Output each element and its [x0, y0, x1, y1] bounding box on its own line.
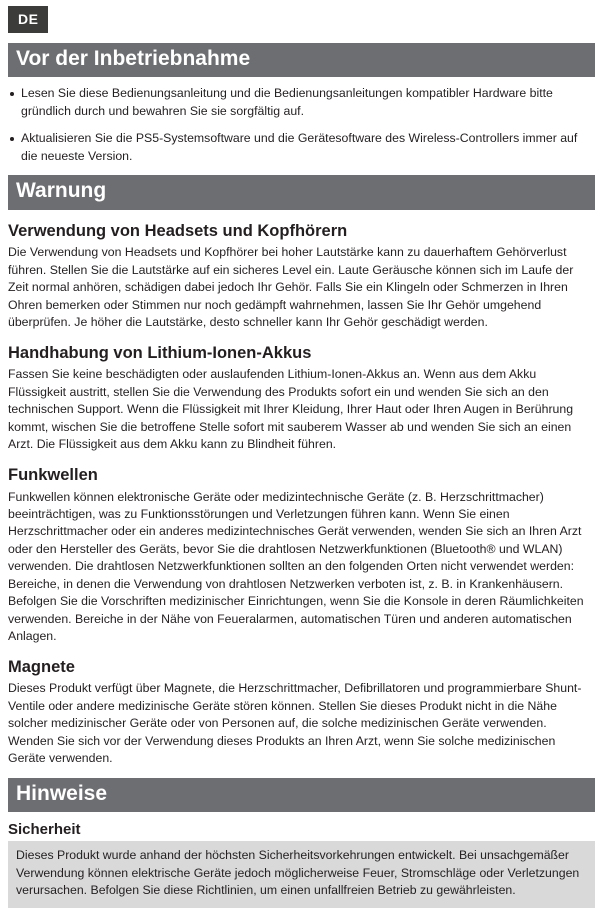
topic-text-magnets: Dieses Produkt verfügt über Magnete, die Herzschrittmacher, Defibrillatoren und programmierbare Shunt-Ventile oder andere medizinische Geräte stören können. Stellen Sie dieses Produkt nicht in die Nähe solcher medizinischer Geräte oder von Personen auf, die solche medizinischen Geräte verwenden. Wenden Sie sich vor der Verwendung dieses Produkts an Ihren Arzt, wenn Sie solche medizinischen Geräte verwenden. [8, 681, 582, 766]
topic-text-radio-waves: Funkwellen können elektronische Geräte oder medizintechnische Geräte (z. B. Herzschrittmacher) beeinträchtigen, was zu Funktionsstörungen und Verletzungen führen kann. Wenn Sie einen Herzschrittmacher oder ein anderes medizintechnisches Gerät verwenden, wenden Sie sich an Ihren Arzt oder den Hersteller des Geräts, bevor Sie die drahtlosen Netzwerkfunktionen (Bluetooth® und WLAN) verwenden. Die drahtlosen Netzwerkfunktionen sollten an den folgenden Orten nicht verwendet werden: Bereiche, in denen die Verwendung von drahtlosen Netzwerken verboten ist, z. B. in Krankenhäusern. Befolgen Sie die Vorschriften medizinischer Einrichtungen, wenn Sie die Konsole in deren Räumlichkeiten verwenden. Bereiche in der Nähe von Feueralarmen, automatischen Türen und anderen automatischen Anlagen. [8, 489, 584, 644]
topic-title-magnets: Magnete [8, 657, 75, 676]
section-heading-before-use: Vor der Inbetriebnahme [8, 43, 595, 77]
topic-text-headsets: Die Verwendung von Headsets und Kopfhörer bei hoher Lautstärke kann zu dauerhaftem Gehörverlust führen. Stellen Sie die Lautstärke auf ein sicheres Level ein. Laute Geräusche können sich im Laufe der Zeit normal anhören, schädigen dabei jedoch Ihr Gehör. Falls Sie ein Klingeln oder Schmerzen in Ihren Ohren bemerken oder Stimmen nur noch gedämpft wahrnehmen, lassen Sie Ihr Gehör umgehend überprüfen. Je höher die Lautstärke, desto schneller kann Ihr Gehör geschädigt werden. [8, 245, 574, 330]
topic-text-batteries: Fassen Sie keine beschädigten oder auslaufenden Lithium-Ionen-Akkus an. Wenn aus dem Akku Flüssigkeit austritt, stellen Sie die Verwendung des Produkts sofort ein und wenden Sie sich an den technischen Support. Wenn die Flüssigkeit mit Ihrer Kleidung, Ihrer Haut oder Ihren Augen in Berührung kommt, wischen Sie die betroffene Stelle sofort mit sauberem Wasser ab und wenden Sie sich an einen Arzt. Die Flüssigkeit aus dem Akku kann zu Blindheit führen. [8, 367, 574, 452]
before-use-bullet-list [8, 85, 595, 165]
section-heading-warning: Warnung [8, 175, 595, 209]
topic-title-batteries: Handhabung von Lithium-Ionen-Akkus [8, 343, 312, 362]
topic-title-headsets: Verwendung von Headsets und Kopfhörern [8, 221, 348, 240]
safety-note-text: Dieses Produkt wurde anhand der höchsten Sicherheitsvorkehrungen entwickelt. Bei unsachgemäßer Verwendung können elektrische Geräte jedoch möglicherweise Feuer, Stromschläge oder Verletzungen verursachen. Befolgen Sie diese Richtlinien, um einen unfallfreien Betrieb zu gewährleisten. [16, 847, 580, 898]
subsection-heading-safety: Sicherheit [8, 820, 81, 838]
section-heading-notes: Hinweise [8, 778, 595, 812]
safety-note-box [8, 841, 595, 908]
list-item: Aktualisieren Sie die PS5-Systemsoftware und die Gerätesoftware des Wireless-Controllers immer auf die neueste Version. [8, 130, 595, 166]
list-item: Lesen Sie diese Bedienungsanleitung und die Bedienungsanleitungen kompatibler Hardware bitte gründlich durch und bewahren Sie sie sorgfältig auf. [8, 85, 595, 121]
language-badge: DE [8, 6, 48, 33]
topic-title-radio-waves: Funkwellen [8, 465, 98, 484]
